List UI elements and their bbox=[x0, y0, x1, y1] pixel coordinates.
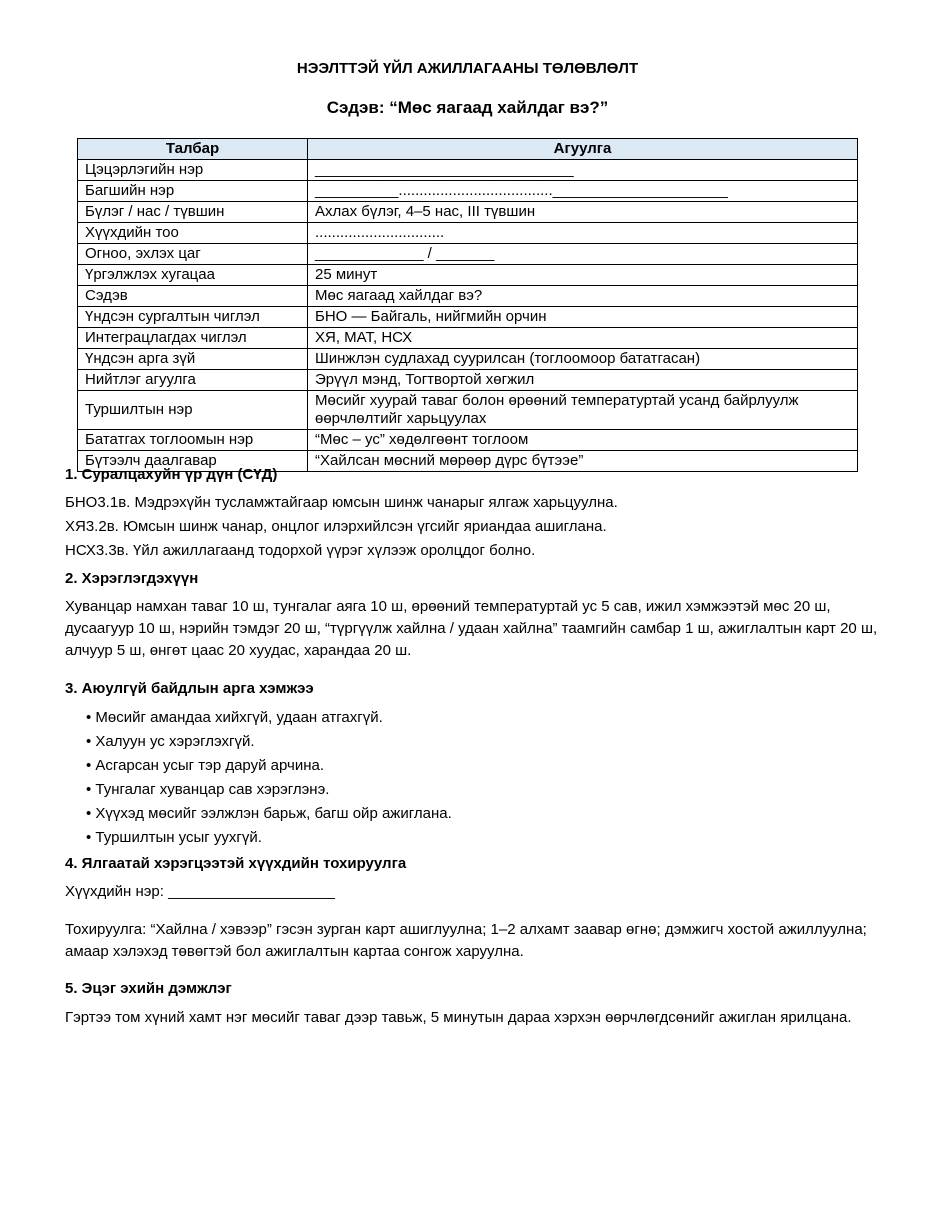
table-row bbox=[78, 286, 858, 307]
list-item: • Асгарсан усыг тэр даруй арчина. bbox=[86, 757, 324, 774]
table-cell-value: __________....................................._____________________ bbox=[308, 181, 858, 202]
table-header-content: Агуулга bbox=[308, 139, 858, 160]
table-cell-field: Нийтлэг агуулга bbox=[78, 370, 308, 391]
table-cell-value: ............................... bbox=[308, 223, 858, 244]
table-row bbox=[78, 370, 858, 391]
table-cell-value: Мөсийг хуурай таваг болон өрөөний температуртай усанд байрлуулж өөрчлөлтийг харьцуулах bbox=[308, 391, 858, 430]
list-item: • Тунгалаг хуванцар сав хэрэглэнэ. bbox=[86, 781, 330, 798]
table-cell-field: Үндсэн арга зүй bbox=[78, 349, 308, 370]
document-title: НЭЭЛТТЭЙ ҮЙЛ АЖИЛЛАГААНЫ ТӨЛӨВЛӨЛТ bbox=[296, 60, 639, 77]
table-cell-field: Сэдэв bbox=[78, 286, 308, 307]
section-heading-special-needs: 4. Ялгаатай хэрэгцээтэй хүүхдийн тохируулга bbox=[65, 855, 407, 872]
child-name-line: Хүүхдийн нэр: ____________________ bbox=[65, 883, 335, 900]
table-row bbox=[78, 391, 858, 430]
table-cell-value: Мөс яагаад хайлдаг вэ? bbox=[308, 286, 858, 307]
table-cell-field: Туршилтын нэр bbox=[78, 391, 308, 430]
section-heading-parent-support: 5. Эцэг эхийн дэмжлэг bbox=[65, 980, 232, 997]
table-cell-value: БНО — Байгаль, нийгмийн орчин bbox=[308, 307, 858, 328]
learning-outcome-line: ХЯ3.2в. Юмсын шинж чанар, онцлог илэрхийлсэн үгсийг яриандаа ашиглана. bbox=[65, 518, 607, 535]
table-cell-field: Бататгах тоглоомын нэр bbox=[78, 430, 308, 451]
learning-outcome-line: БНО3.1в. Мэдрэхүйн тусламжтайгаар юмсын шинж чанарыг ялгаж харьцуулна. bbox=[65, 494, 618, 511]
list-item: • Туршилтын усыг уухгүй. bbox=[86, 829, 262, 846]
table-cell-value: “Хайлсан мөсний мөрөөр дүрс бүтээе” bbox=[308, 451, 858, 472]
table-row bbox=[78, 430, 858, 451]
table-row bbox=[78, 223, 858, 244]
section-heading-materials: 2. Хэрэглэгдэхүүн bbox=[65, 570, 199, 587]
table-cell-field: Бүлэг / нас / түвшин bbox=[78, 202, 308, 223]
table-cell-value: Ахлах бүлэг, 4–5 нас, III түвшин bbox=[308, 202, 858, 223]
table-row bbox=[78, 160, 858, 181]
table-row bbox=[78, 202, 858, 223]
learning-outcome-line: НСХ3.3в. Үйл ажиллагаанд тодорхой үүрэг хүлээж оролцдог болно. bbox=[65, 542, 536, 559]
table-cell-field: Хүүхдийн тоо bbox=[78, 223, 308, 244]
table-cell-value: _____________ / _______ bbox=[308, 244, 858, 265]
table-cell-field: Багшийн нэр bbox=[78, 181, 308, 202]
list-item: • Мөсийг амандаа хийхгүй, удаан атгахгүй. bbox=[86, 709, 383, 726]
table-row bbox=[78, 328, 858, 349]
table-row bbox=[78, 349, 858, 370]
table-cell-field: Цэцэрлэгийн нэр bbox=[78, 160, 308, 181]
table-cell-field: Интеграцлагдах чиглэл bbox=[78, 328, 308, 349]
table-row bbox=[78, 307, 858, 328]
table-cell-field: Үндсэн сургалтын чиглэл bbox=[78, 307, 308, 328]
table-cell-field: Огноо, эхлэх цаг bbox=[78, 244, 308, 265]
document-subtitle: Сэдэв: “Мөс яагаад хайлдаг вэ?” bbox=[326, 98, 609, 117]
table-cell-value: Шинжлэн судлахад суурилсан (тоглоомоор бататгасан) bbox=[308, 349, 858, 370]
table-header-field: Талбар bbox=[78, 139, 308, 160]
list-item: • Халуун ус хэрэглэхгүй. bbox=[86, 733, 255, 750]
table-cell-value: _______________________________ bbox=[308, 160, 858, 181]
materials-paragraph: Хуванцар намхан таваг 10 ш, тунгалаг аяга 10 ш, өрөөний температуртай ус 5 сав, ижил хэмжээтэй мөс 20 ш, дусаагуур 10 ш, нэрийн тэмдэг 20 ш, “түргүүлж хайлна / удаан хайлна” таамгийн самбар 1 ш, ажиглалтын карт 20 ш, алчуур 5 ш, өнгөт цаас 20 хуудас, харандаа 20 ш. bbox=[65, 598, 878, 659]
list-item: • Хүүхэд мөсийг ээлжлэн барьж, багш ойр ажиглана. bbox=[86, 805, 452, 822]
table-cell-value: ХЯ, МАТ, НСХ bbox=[308, 328, 858, 349]
table-cell-value: Эрүүл мэнд, Тогтвортой хөгжил bbox=[308, 370, 858, 391]
section-heading-safety: 3. Аюулгүй байдлын арга хэмжээ bbox=[65, 680, 314, 697]
lesson-info-table bbox=[77, 138, 858, 472]
table-cell-value: 25 минут bbox=[308, 265, 858, 286]
table-header-row bbox=[78, 139, 858, 160]
adaptation-paragraph: Тохируулга: “Хайлна / хэвээр” гэсэн зурган карт ашиглуулна; 1–2 алхамт заавар өгнө; дэмжигч хостой ажиллуулна; амаар хэлэхэд төвөгтэй бол ажиглалтын картаа сонгож харуулна. bbox=[65, 921, 867, 960]
table-row bbox=[78, 244, 858, 265]
table-row bbox=[78, 265, 858, 286]
table-cell-value: “Мөс – ус” хөдөлгөөнт тоглоом bbox=[308, 430, 858, 451]
table-cell-field: Бүтээлч даалгавар bbox=[78, 451, 308, 472]
table-row bbox=[78, 181, 858, 202]
table-cell-field: Үргэлжлэх хугацаа bbox=[78, 265, 308, 286]
parent-support-paragraph: Гэртээ том хүний хамт нэг мөсийг таваг дээр тавьж, 5 минутын дараа хэрхэн өөрчлөгдсөнийг ажиглан ярилцана. bbox=[65, 1009, 852, 1026]
safety-list bbox=[86, 706, 452, 850]
section-heading-learning-outcomes: 1. Суралцахуйн үр дүн (СҮД) bbox=[65, 466, 278, 483]
